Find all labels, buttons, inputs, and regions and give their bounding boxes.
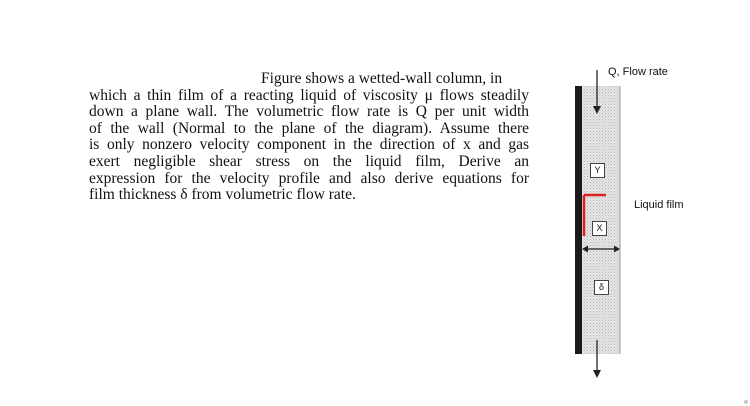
problem-line-6: exert negligible shear stress on the liquid film, Derive an: [89, 152, 529, 170]
problem-line-5: is only nonzero velocity component in the direction of x and gas: [89, 136, 529, 154]
liquid-film-label: Liquid film: [634, 199, 684, 211]
problem-line-1: Figure shows a wetted-wall column, in: [261, 70, 503, 87]
problem-line-8: film thickness δ from volumetric flow rate.: [89, 186, 356, 204]
wetted-wall-diagram: [560, 50, 750, 390]
corner-mark: [744, 400, 748, 404]
y-axis-label: Y: [590, 163, 605, 178]
problem-statement: [89, 71, 529, 204]
outlet-arrowhead: [593, 370, 601, 378]
problem-line-4: of the wall (Normal to the plane of the diagram). Assume there: [89, 119, 529, 137]
x-axis-label: X: [592, 221, 607, 236]
film-thickness-label: δ: [594, 280, 609, 295]
wall: [575, 86, 582, 354]
diagram-drawing: [560, 50, 750, 390]
problem-line-3: down a plane wall. The volumetric flow rate is Q per unit width: [89, 103, 529, 121]
problem-line-7: expression for the velocity profile and also derive equations for: [89, 169, 529, 187]
flow-rate-label: Q, Flow rate: [608, 66, 668, 78]
problem-line-2: which a thin film of a reacting liquid of viscosity μ flows steadily: [89, 86, 529, 104]
liquid-film-region: [582, 86, 620, 354]
